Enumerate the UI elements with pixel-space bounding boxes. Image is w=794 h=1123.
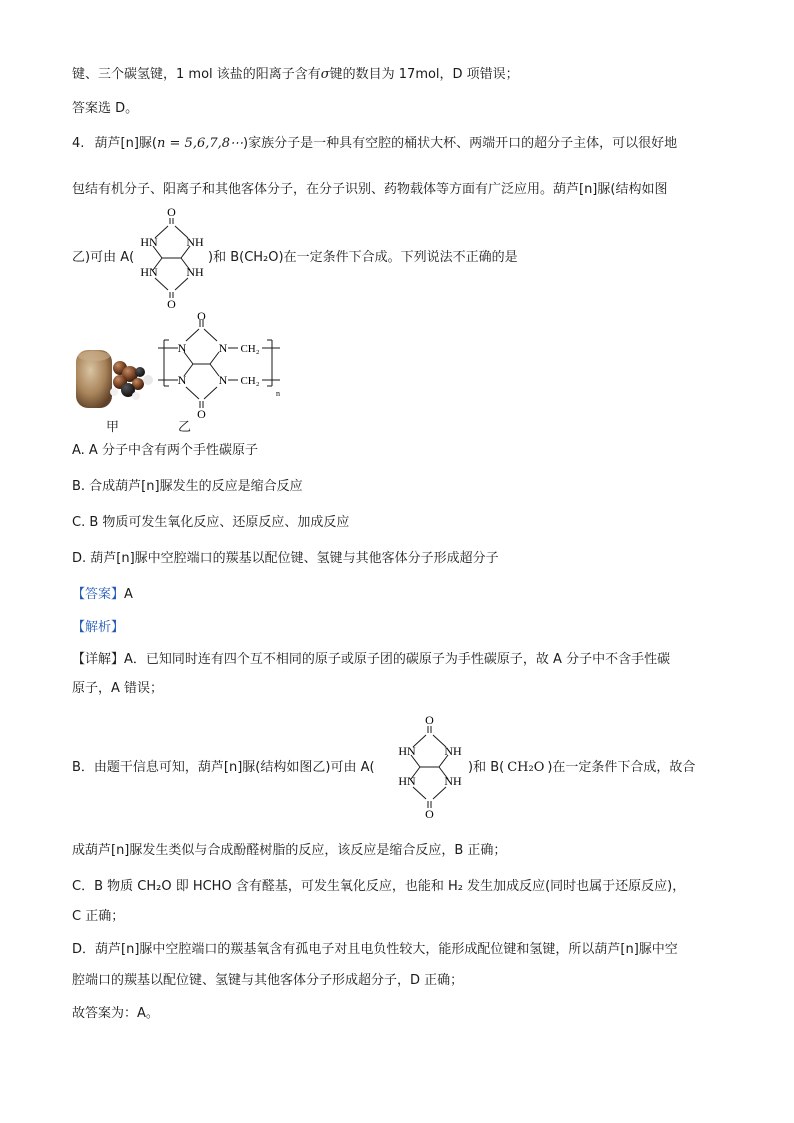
analysis-a-line-1: 【详解】A．已知同时连有四个互不相同的原子或原子团的碳原子为手性碳原子，故 A 分子中不含手性碳 — [72, 652, 671, 667]
option-b: B. 合成葫芦[n]脲发生的反应是缩合反应 — [72, 479, 303, 494]
option-c: C. B 物质可发生氧化反应、还原反应、加成反应 — [72, 515, 350, 530]
final-answer: 故答案为：A。 — [72, 1006, 159, 1021]
prev-answer-choice: 答案选 D。 — [72, 101, 139, 116]
atom-label: HN — [398, 774, 416, 788]
analysis-a-line-2: 原子，A 错误； — [72, 681, 164, 696]
analysis-b-line-1-start: B．由题干信息可知，葫芦[n]脲(结构如图乙)可由 A( — [72, 760, 375, 775]
detail-tag: 【详解】 — [72, 652, 125, 667]
atom-label: O — [167, 205, 176, 219]
answer-tag: 【答案】 — [72, 587, 125, 602]
answer-value: A — [124, 587, 133, 602]
atom-label: N — [218, 373, 228, 387]
option-a: A. A 分子中含有两个手性碳原子 — [72, 443, 258, 458]
atom-label: NH — [444, 744, 462, 758]
option-d: D. 葫芦[n]脲中空腔端口的羰基以配位键、氢键与其他客体分子形成超分子 — [72, 551, 499, 566]
glycoluril-structure — [391, 712, 467, 822]
atom-label: NH — [186, 265, 204, 279]
atom-label: N — [218, 341, 228, 355]
atom-label: HN — [140, 235, 158, 249]
analysis-b-line-2: 成葫芦[n]脲发生类似与合成酚醛树脂的反应，该反应是缩合反应，B 正确； — [72, 843, 507, 858]
analysis-c-line-2: C 正确； — [72, 909, 125, 924]
atom-label: HN — [140, 265, 158, 279]
formula-ch2o: CH₂O — [507, 760, 545, 775]
answer-line — [72, 586, 133, 604]
atom-label: N — [177, 373, 187, 387]
atom-label: CH₂ — [240, 375, 260, 387]
atom-label: CH₂ — [240, 343, 260, 355]
glycoluril-structure — [135, 204, 207, 312]
atom-label: O — [167, 297, 176, 311]
polymer-subscript: n — [276, 389, 280, 398]
atom-label: HN — [398, 744, 416, 758]
atom-label: O — [197, 310, 206, 323]
analysis-d-line-2: 腔端口的羰基以配位键、氢键与其他客体分子形成超分子，D 正确； — [72, 973, 464, 988]
question-line-3-start: 乙)可由 A( — [72, 250, 135, 265]
question-line-1: 4. 葫芦[n]脲(n = 5,6,7,8⋯)家族分子是一种具有空腔的桶状大杯、两端开口的超分子主体，可以很好地 — [72, 136, 678, 151]
analysis-tag: 【解析】 — [72, 620, 125, 635]
atom-label: N — [177, 341, 187, 355]
atom-label: O — [425, 713, 434, 727]
atom-label: NH — [444, 774, 462, 788]
question-line-2: 包结有机分子、阳离子和其他客体分子，在分子识别、药物载体等方面有广泛应用。葫芦[n]脲(结构如图 — [72, 182, 668, 197]
analysis-c-line-1: C．B 物质 CH₂O 即 HCHO 含有醛基，可发生氧化反应，也能和 H₂ 发生加成反应(同时也属于还原反应)， — [72, 879, 686, 894]
atom-label: NH — [186, 235, 204, 249]
analysis-b-line-1-end: )和 B( CH₂O )在一定条件下合成，故合 — [468, 760, 696, 775]
figure-label-jia: 甲 — [106, 420, 120, 435]
prev-answer-line: 键、三个碳氢键，1 mol 该盐的阳离子含有σ键的数目为 17mol，D 项错误； — [72, 67, 519, 82]
atom-label: O — [425, 807, 434, 821]
cucurbituril-3d-model-image — [72, 346, 158, 412]
analysis-d-line-1: D．葫芦[n]脲中空腔端口的羰基氧含有孤电子对且电负性较大，能形成配位键和氢键，所以葫芦[n]脲中空 — [72, 942, 678, 957]
atom-label: O — [197, 407, 206, 420]
figure-label-yi: 乙 — [178, 420, 192, 435]
question-line-3-end: )和 B(CH₂O)在一定条件下合成。下列说法不正确的是 — [208, 250, 518, 265]
cucurbituril-repeat-unit-structure — [156, 310, 292, 420]
